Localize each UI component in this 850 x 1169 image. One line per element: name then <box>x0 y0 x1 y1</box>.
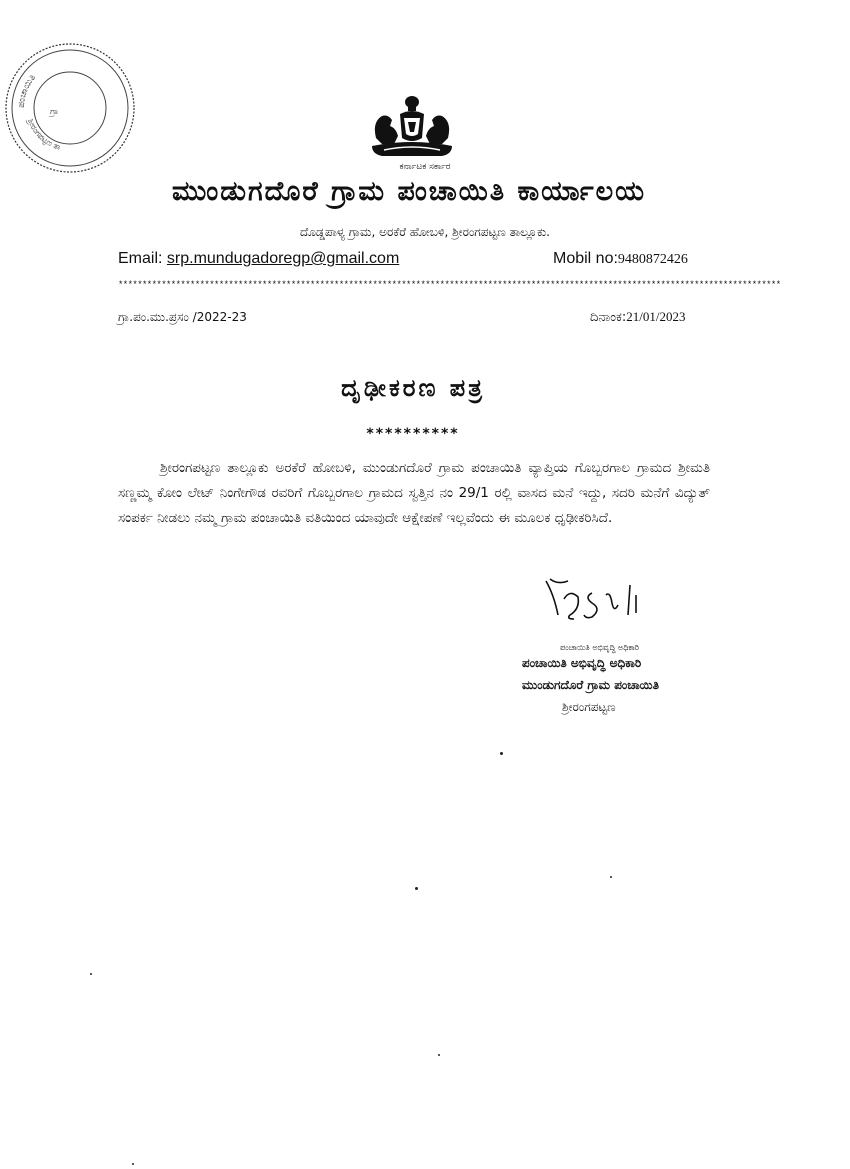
stamp-office: ಮುಂಡುಗದೊರೆ ಗ್ರಾಮ ಪಂಚಾಯಿತಿ <box>522 678 659 692</box>
scan-speck <box>438 1054 440 1056</box>
scan-speck <box>415 887 418 890</box>
email-link[interactable]: srp.mundugadoregp@gmail.com <box>166 250 400 267</box>
email-line <box>118 250 399 268</box>
svg-text:ಶ್ರೀರಂಗಪಟ್ಟಣ ತಾ <box>25 116 62 152</box>
government-emblem-icon <box>362 92 462 162</box>
email-label: Email: <box>118 250 167 267</box>
stamp-designation: ಪಂಚಾಯಿತಿ ಅಭಿವೃದ್ಧಿ ಅಧಿಕಾರಿ <box>522 656 642 670</box>
mobile-label: Mobil no: <box>553 250 618 267</box>
reference-number: ಗ್ರಾ.ಪಂ.ಮು.ಪ್ರಸಂ /2022-23 <box>118 310 247 324</box>
office-address: ದೊಡ್ಡಪಾಳ್ಯ ಗ್ರಾಮ, ಅರಕೆರೆ ಹೋಬಳಿ, ಶ್ರೀರಂಗಪಟ್ಟಣ ತಾಲ್ಲೂಕು. <box>300 225 550 239</box>
star-divider: ****************************************************************************************************************************************** <box>118 280 781 290</box>
scan-speck <box>90 973 92 975</box>
seal-text-bottom: ಶ್ರೀರಂಗಪಟ್ಟಣ ತಾ <box>26 117 62 152</box>
mobile-line <box>553 250 688 268</box>
stamp-place: ಶ್ರೀರಂಗಪಟ್ಟಣ <box>562 700 616 714</box>
mobile-number: 9480872426 <box>617 252 688 267</box>
stamp-small-line: ಪಂಚಾಯಿತಿ ಅಭಿವೃದ್ಧಿ ಅಧಿಕಾರಿ <box>560 643 640 652</box>
seal-text-top: ಪಂಚಾಯಿತಿ <box>16 72 39 109</box>
government-label: ಕರ್ನಾಟಕ ಸರ್ಕಾರ <box>399 162 451 172</box>
seal-center-mark: ಗ್ರಾ <box>50 107 59 117</box>
office-title: ಮುಂಡುಗದೊರೆ ಗ್ರಾಮ ಪಂಚಾಯಿತಿ ಕಾರ್ಯಾಲಯ <box>171 176 646 207</box>
signature <box>540 575 665 625</box>
date-label: ದಿನಾಂಕ: <box>590 310 627 325</box>
scan-speck <box>500 752 503 755</box>
date-value: 21/01/2023 <box>626 309 686 324</box>
scan-speck <box>132 1163 134 1165</box>
document-title: ದೃಢೀಕರಣ ಪತ್ರ <box>341 374 485 402</box>
document-date <box>590 309 685 325</box>
title-stars: ********** <box>366 426 460 442</box>
panchayat-seal <box>2 40 138 176</box>
scan-speck <box>610 876 612 878</box>
document-body: ಶ್ರೀರಂಗಪಟ್ಟಣ ತಾಲ್ಲೂಕು ಅರಕೆರೆ ಹೋಬಳಿ, ಮುಂಡುಗದೊರೆ ಗ್ರಾಮ ಪಂಚಾಯಿತಿ ವ್ಯಾಪ್ತಿಯ ಗೊಬ್ಬರಗಾಲ ಗ್ರಾಮದ ಶ್ರೀಮತಿ ಸಣ್ಣಮ್ಮ ಕೋಂ ಲೇಟ್ ನಿಂಗೇಗೌಡ ರವರಿಗೆ ಗೊಬ್ಬರಗಾಲ ಗ್ರಾಮದ ಸ್ವತ್ತಿನ ನಂ 29/1 ರಲ್ಲಿ ವಾಸದ ಮನೆ ಇದ್ದು, ಸದರಿ ಮನೆಗೆ ವಿದ್ಯುತ್ ಸಂಪರ್ಕ ನೀಡಲು ನಮ್ಮ ಗ್ರಾಮ ಪಂಚಾಯಿತಿ ವತಿಯಿಂದ ಯಾವುದೇ ಆಕ್ಷೇಪಣೆ ಇಲ್ಲವೆಂದು ಈ ಮೂಲಕ ಧೃಢೀಕರಿಸಿದೆ. <box>118 460 710 526</box>
